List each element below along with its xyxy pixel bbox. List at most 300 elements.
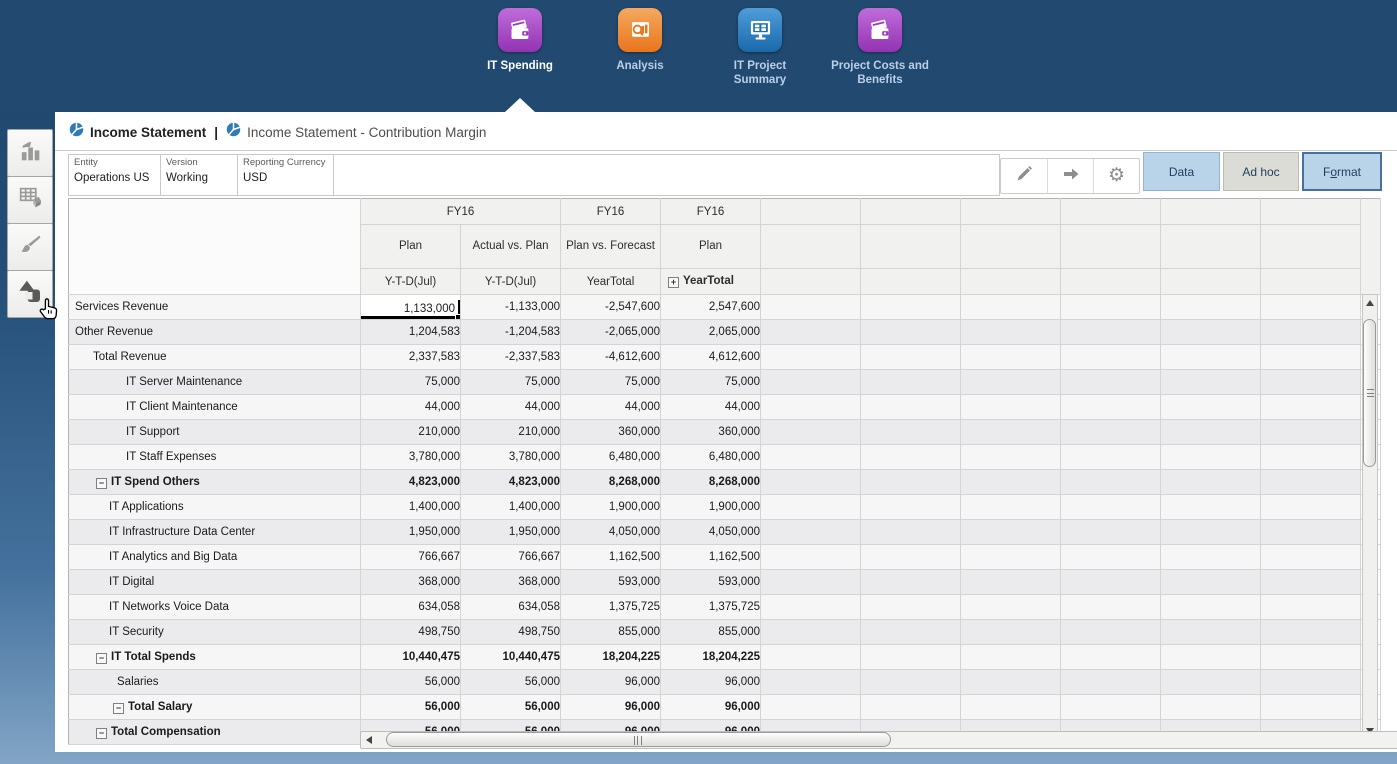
data-cell[interactable] — [461, 545, 561, 570]
row-header[interactable] — [69, 470, 361, 495]
table-row — [69, 670, 1381, 695]
data-cell[interactable] — [661, 495, 761, 520]
cell-value: 1,162,500 — [608, 551, 660, 563]
col-header-scenario[interactable]: Actual vs. Plan — [461, 225, 561, 269]
data-cell[interactable] — [461, 470, 561, 495]
collapse-icon[interactable]: − — [113, 703, 124, 714]
data-cell[interactable] — [561, 445, 661, 470]
row-header[interactable] — [69, 295, 361, 320]
data-cell[interactable] — [561, 495, 661, 520]
data-cell-empty[interactable] — [1161, 470, 1261, 495]
cell-value: 75,000 — [624, 376, 660, 388]
cell-value: 368,000 — [518, 576, 560, 588]
col-header-year[interactable]: FY16 — [361, 199, 561, 225]
pov-entity[interactable] — [69, 155, 161, 195]
cell-value: 8,268,000 — [708, 476, 760, 488]
data-cell-empty[interactable] — [961, 545, 1061, 570]
nav-tab-analysis[interactable] — [580, 8, 700, 88]
data-cell-empty[interactable] — [1261, 545, 1361, 570]
data-cell-empty[interactable] — [1061, 495, 1161, 520]
row-header[interactable] — [69, 670, 361, 695]
data-cell[interactable] — [561, 695, 661, 720]
data-cell-empty[interactable] — [961, 570, 1061, 595]
pov-label: Reporting Currency — [243, 157, 326, 168]
data-cell-empty[interactable] — [1161, 520, 1261, 545]
data-cell-empty[interactable] — [1261, 495, 1361, 520]
data-cell-empty[interactable] — [761, 470, 861, 495]
data-cell-empty[interactable] — [1161, 620, 1261, 645]
vertical-scroll-thumb[interactable] — [1363, 319, 1376, 467]
data-cell[interactable] — [561, 670, 661, 695]
data-cell[interactable] — [361, 320, 461, 345]
cell-value: 2,547,600 — [708, 301, 760, 313]
data-cell[interactable] — [361, 420, 461, 445]
data-cell-empty[interactable] — [1061, 620, 1161, 645]
sidebar-button-format-brush-tool[interactable] — [7, 223, 53, 271]
data-cell-empty[interactable] — [1161, 570, 1261, 595]
data-cell[interactable] — [661, 695, 761, 720]
data-cell[interactable] — [361, 695, 461, 720]
data-cell-empty[interactable] — [1261, 445, 1361, 470]
data-cell-empty[interactable] — [961, 595, 1061, 620]
data-cell[interactable] — [661, 295, 761, 320]
row-header[interactable] — [69, 520, 361, 545]
data-cell-empty[interactable] — [961, 320, 1061, 345]
data-cell[interactable] — [661, 395, 761, 420]
data-cell[interactable] — [661, 520, 761, 545]
data-cell-empty[interactable] — [761, 495, 861, 520]
row-header[interactable] — [69, 570, 361, 595]
data-cell-empty[interactable] — [1161, 545, 1261, 570]
table-row — [69, 345, 1381, 370]
data-cell-empty[interactable] — [761, 395, 861, 420]
col-header-scenario[interactable]: Plan — [661, 225, 761, 269]
data-cell-empty[interactable] — [761, 595, 861, 620]
data-cell-empty[interactable] — [1161, 370, 1261, 395]
nav-tab-project-costs-and-benefits[interactable] — [820, 8, 940, 88]
data-cell-empty[interactable] — [861, 545, 961, 570]
cell-value: 6,480,000 — [708, 451, 760, 463]
sidebar-button-chart-tool[interactable] — [7, 129, 53, 177]
cell-value: -1,133,000 — [505, 301, 560, 313]
data-cell[interactable] — [361, 470, 461, 495]
row-label: Total Revenue — [93, 351, 167, 363]
data-cell-empty[interactable] — [961, 395, 1061, 420]
row-header[interactable] — [69, 695, 361, 720]
nav-tabs — [460, 8, 940, 88]
ad-hoc-button[interactable]: Ad hoc — [1223, 152, 1299, 191]
data-cell-empty[interactable] — [1161, 595, 1261, 620]
data-cell-empty[interactable] — [1061, 645, 1161, 670]
wallet-icon[interactable] — [858, 8, 902, 52]
data-cell[interactable] — [461, 495, 561, 520]
data-cell-empty[interactable] — [1161, 395, 1261, 420]
data-cell-empty[interactable] — [1261, 345, 1361, 370]
data-cell[interactable] — [361, 445, 461, 470]
nav-tab-label: IT Project Summary — [733, 60, 787, 87]
row-label: IT Digital — [109, 576, 155, 588]
col-header-empty — [861, 225, 961, 269]
col-header-period[interactable]: Y-T-D(Jul) — [461, 269, 561, 295]
row-header[interactable] — [69, 320, 361, 345]
data-cell-empty[interactable] — [761, 520, 861, 545]
data-cell[interactable] — [561, 420, 661, 445]
data-cell[interactable] — [461, 620, 561, 645]
data-cell[interactable] — [361, 495, 461, 520]
row-header[interactable] — [69, 495, 361, 520]
data-cell[interactable] — [461, 420, 561, 445]
data-cell-empty[interactable] — [1261, 620, 1361, 645]
row-header[interactable] — [69, 720, 361, 745]
data-cell[interactable] — [461, 645, 561, 670]
scroll-up-button[interactable] — [1363, 295, 1377, 311]
data-cell-empty[interactable] — [761, 345, 861, 370]
cell-value: 56,000 — [424, 701, 460, 713]
cell-value: 10,440,475 — [402, 651, 460, 663]
col-header-empty — [1061, 225, 1161, 269]
data-cell[interactable] — [661, 595, 761, 620]
data-cell-empty[interactable] — [1061, 395, 1161, 420]
data-cell[interactable] — [461, 595, 561, 620]
data-cell-empty[interactable] — [1261, 370, 1361, 395]
data-cell[interactable] — [461, 670, 561, 695]
data-cell[interactable] — [661, 545, 761, 570]
col-header-empty — [1061, 199, 1161, 225]
arrow-right-icon — [1061, 164, 1081, 189]
col-header-period[interactable]: YearTotal — [561, 269, 661, 295]
data-cell[interactable] — [561, 470, 661, 495]
data-cell-empty[interactable] — [861, 370, 961, 395]
data-cell-empty[interactable] — [1161, 495, 1261, 520]
data-cell-empty[interactable] — [1261, 295, 1361, 320]
sidebar-button-shapes-tool[interactable] — [7, 270, 53, 318]
data-cell-empty[interactable] — [1161, 695, 1261, 720]
title-divider — [55, 150, 1397, 151]
go-button[interactable] — [1047, 159, 1093, 193]
data-cell[interactable] — [361, 645, 461, 670]
data-cell-empty[interactable] — [961, 645, 1061, 670]
data-cell-empty[interactable] — [1161, 295, 1261, 320]
pov-reporting-currency[interactable] — [238, 155, 334, 195]
up-arrow-icon — [1366, 300, 1374, 306]
data-cell-empty[interactable] — [861, 320, 961, 345]
data-cell-empty[interactable] — [1261, 320, 1361, 345]
col-header-period[interactable]: + YearTotal — [661, 269, 761, 295]
cell-value: 210,000 — [418, 426, 460, 438]
table-row — [69, 395, 1381, 420]
data-cell-empty[interactable] — [761, 670, 861, 695]
data-cell[interactable] — [361, 395, 461, 420]
cell-value: 1,162,500 — [708, 551, 760, 563]
row-header[interactable] — [69, 370, 361, 395]
row-header[interactable] — [69, 620, 361, 645]
data-cell-empty[interactable] — [1261, 420, 1361, 445]
data-cell[interactable] — [661, 670, 761, 695]
table-row — [69, 620, 1381, 645]
collapse-icon[interactable]: − — [96, 653, 107, 664]
sidebar-button-grid-cube-tool[interactable] — [7, 176, 53, 224]
col-header-empty — [761, 225, 861, 269]
data-cell-empty[interactable] — [861, 645, 961, 670]
cell-value: 4,612,600 — [708, 351, 760, 363]
data-cell-empty[interactable] — [1161, 345, 1261, 370]
data-cell-empty[interactable] — [761, 545, 861, 570]
cell-value: 360,000 — [618, 426, 660, 438]
data-cell[interactable] — [361, 595, 461, 620]
data-cell-empty[interactable] — [861, 520, 961, 545]
data-cell-empty[interactable] — [861, 620, 961, 645]
cell-value: 766,667 — [418, 551, 460, 563]
data-cell-empty[interactable] — [1061, 595, 1161, 620]
data-cell-empty[interactable] — [961, 670, 1061, 695]
cell-value: 44,000 — [524, 401, 560, 413]
data-cell-empty[interactable] — [1061, 320, 1161, 345]
row-header[interactable] — [69, 595, 361, 620]
data-cell[interactable] — [561, 570, 661, 595]
data-cell[interactable] — [561, 345, 661, 370]
pov-version[interactable] — [161, 155, 238, 195]
row-header[interactable] — [69, 345, 361, 370]
data-cell-empty[interactable] — [861, 395, 961, 420]
data-button[interactable]: Data — [1143, 152, 1220, 191]
data-cell[interactable] — [461, 570, 561, 595]
data-cell-empty[interactable] — [861, 695, 961, 720]
data-cell-empty[interactable] — [1061, 445, 1161, 470]
cell-value: 498,750 — [418, 626, 460, 638]
collapse-icon[interactable]: − — [96, 728, 107, 739]
data-cell-empty[interactable] — [861, 445, 961, 470]
data-cell-empty[interactable] — [961, 495, 1061, 520]
data-cell[interactable] — [661, 345, 761, 370]
data-cell-empty[interactable] — [961, 420, 1061, 445]
data-cell-empty[interactable] — [961, 345, 1061, 370]
data-cell-empty[interactable] — [1261, 645, 1361, 670]
data-cell-empty[interactable] — [1161, 645, 1261, 670]
data-cell-empty[interactable] — [861, 495, 961, 520]
table-row — [69, 520, 1381, 545]
data-cell[interactable] — [361, 345, 461, 370]
col-header-scenario[interactable]: Plan — [361, 225, 461, 269]
row-label: Total Compensation — [111, 725, 221, 738]
data-cell-empty[interactable] — [861, 670, 961, 695]
data-cell[interactable] — [361, 570, 461, 595]
data-cell[interactable] — [461, 395, 561, 420]
data-cell[interactable] — [661, 570, 761, 595]
cell-value: 1,204,583 — [408, 326, 460, 338]
data-cell[interactable] — [361, 620, 461, 645]
data-cell[interactable] — [561, 595, 661, 620]
table-row — [69, 420, 1381, 445]
data-cell[interactable] — [661, 620, 761, 645]
pov-label: Entity — [74, 157, 98, 168]
data-cell[interactable] — [561, 620, 661, 645]
scroll-left-button[interactable] — [361, 732, 377, 748]
data-cell[interactable] — [461, 320, 561, 345]
data-cell-empty[interactable] — [961, 445, 1061, 470]
data-cell[interactable] — [561, 645, 661, 670]
data-cell-empty[interactable] — [1061, 520, 1161, 545]
cell-value: 18,204,225 — [602, 651, 660, 663]
data-cell-empty[interactable] — [1061, 370, 1161, 395]
row-header[interactable] — [69, 420, 361, 445]
data-cell-empty[interactable] — [961, 295, 1061, 320]
table-row — [69, 295, 1381, 320]
data-cell-empty[interactable] — [961, 695, 1061, 720]
data-cell-empty[interactable] — [861, 345, 961, 370]
pov-bar — [68, 154, 1000, 196]
data-cell-empty[interactable] — [1061, 420, 1161, 445]
vertical-scrollbar[interactable] — [1362, 294, 1378, 740]
row-label: Total Salary — [128, 700, 193, 713]
data-cell-empty[interactable] — [1261, 570, 1361, 595]
data-cell[interactable] — [561, 520, 661, 545]
data-cell-empty[interactable] — [1261, 395, 1361, 420]
data-cell[interactable] — [361, 370, 461, 395]
data-cell-empty[interactable] — [1261, 470, 1361, 495]
data-cell[interactable] — [361, 520, 461, 545]
cell-value: 498,750 — [518, 626, 560, 638]
data-cell[interactable] — [561, 370, 661, 395]
bar-chart-icon — [16, 137, 44, 170]
data-cell-empty[interactable] — [1061, 295, 1161, 320]
data-cell-empty[interactable] — [861, 570, 961, 595]
data-cell[interactable] — [661, 470, 761, 495]
data-cell-empty[interactable] — [861, 295, 961, 320]
cell-value: 368,000 — [418, 576, 460, 588]
data-cell-empty[interactable] — [761, 370, 861, 395]
monitor-icon[interactable] — [738, 8, 782, 52]
settings-button[interactable] — [1093, 159, 1139, 193]
data-cell[interactable] — [461, 370, 561, 395]
horizontal-scrollbar[interactable] — [360, 731, 1397, 749]
data-cell-empty[interactable] — [761, 420, 861, 445]
data-cell-empty[interactable] — [861, 595, 961, 620]
data-cell-empty[interactable] — [961, 470, 1061, 495]
data-cell-empty[interactable] — [1061, 570, 1161, 595]
data-cell-empty[interactable] — [1161, 670, 1261, 695]
data-cell[interactable] — [661, 445, 761, 470]
pov-fields — [69, 155, 334, 195]
cell-value: -1,204,583 — [505, 326, 560, 338]
data-cell-empty[interactable] — [1261, 520, 1361, 545]
row-label: IT Spend Others — [111, 475, 200, 488]
data-cell-empty[interactable] — [761, 645, 861, 670]
data-cell[interactable] — [561, 395, 661, 420]
wallet-icon[interactable] — [498, 8, 542, 52]
cell-value: 1,900,000 — [708, 501, 760, 513]
data-cell[interactable] — [661, 370, 761, 395]
data-cell-empty[interactable] — [761, 445, 861, 470]
edit-button[interactable] — [1001, 159, 1047, 193]
data-cell-empty[interactable] — [761, 295, 861, 320]
data-cell-empty[interactable] — [761, 320, 861, 345]
cell-value: 593,000 — [618, 576, 660, 588]
data-cell-empty[interactable] — [1161, 420, 1261, 445]
col-header-empty — [1261, 199, 1361, 225]
data-cell-empty[interactable] — [1061, 345, 1161, 370]
data-cell[interactable] — [661, 645, 761, 670]
data-cell-empty[interactable] — [1061, 470, 1161, 495]
data-cell-empty[interactable] — [961, 370, 1061, 395]
data-cell-empty[interactable] — [1161, 320, 1261, 345]
nav-tab-it-project-summary[interactable] — [700, 8, 820, 88]
analysis-icon[interactable] — [618, 8, 662, 52]
data-cell[interactable] — [561, 295, 661, 320]
row-header[interactable] — [69, 395, 361, 420]
thumb-grip-icon — [634, 736, 642, 745]
data-cell[interactable] — [361, 545, 461, 570]
data-cell[interactable] — [361, 295, 461, 320]
row-header[interactable] — [69, 545, 361, 570]
data-cell[interactable] — [461, 520, 561, 545]
expand-icon[interactable]: + — [668, 277, 679, 288]
grid-cube-icon — [16, 184, 44, 217]
cell-value: 44,000 — [424, 401, 460, 413]
data-cell-empty[interactable] — [1261, 695, 1361, 720]
cell-value: 6,480,000 — [608, 451, 660, 463]
col-header-empty — [1261, 269, 1361, 295]
cell-value: 2,337,583 — [408, 351, 460, 363]
data-cell[interactable] — [461, 345, 561, 370]
data-cell-empty[interactable] — [861, 470, 961, 495]
data-cell-empty[interactable] — [761, 695, 861, 720]
row-label: Other Revenue — [75, 326, 153, 338]
cell-value: 766,667 — [518, 551, 560, 563]
row-label: IT Networks Voice Data — [109, 601, 229, 613]
selection-underline — [361, 316, 460, 319]
horizontal-scroll-thumb[interactable] — [386, 732, 891, 747]
col-header-year[interactable]: FY16 — [661, 199, 761, 225]
data-cell-empty[interactable] — [1261, 595, 1361, 620]
data-cell[interactable] — [561, 320, 661, 345]
col-header-period[interactable]: Y-T-D(Jul) — [361, 269, 461, 295]
data-cell-empty[interactable] — [961, 620, 1061, 645]
data-cell-empty[interactable] — [1061, 670, 1161, 695]
row-label: IT Security — [109, 626, 164, 638]
table-row — [69, 445, 1381, 470]
row-header[interactable] — [69, 645, 361, 670]
data-cell[interactable] — [661, 420, 761, 445]
cell-value: 8,268,000 — [608, 476, 660, 488]
selection-handle[interactable] — [455, 314, 461, 320]
data-cell-empty[interactable] — [1061, 545, 1161, 570]
data-cell[interactable] — [461, 295, 561, 320]
data-cell-empty[interactable] — [761, 620, 861, 645]
format-button[interactable]: F o rmat — [1302, 152, 1382, 191]
col-header-empty — [761, 199, 861, 225]
row-header[interactable] — [69, 445, 361, 470]
collapse-icon[interactable]: − — [96, 478, 107, 489]
data-cell-empty[interactable] — [1061, 695, 1161, 720]
data-cell[interactable] — [461, 445, 561, 470]
table-row — [69, 695, 1381, 720]
data-cell-empty[interactable] — [961, 520, 1061, 545]
data-cell-empty[interactable] — [1261, 670, 1361, 695]
col-header-empty — [1161, 225, 1261, 269]
data-cell[interactable] — [461, 695, 561, 720]
col-header-year[interactable]: FY16 — [561, 199, 661, 225]
data-cell[interactable] — [361, 670, 461, 695]
nav-tab-it-spending[interactable] — [460, 8, 580, 88]
cell-value: 96,000 — [624, 676, 660, 688]
col-header-scenario[interactable]: Plan vs. Forecast — [561, 225, 661, 269]
data-cell-empty[interactable] — [1161, 445, 1261, 470]
data-cell[interactable] — [561, 545, 661, 570]
data-cell[interactable] — [661, 320, 761, 345]
data-cell-empty[interactable] — [761, 570, 861, 595]
left-toolbar — [7, 130, 53, 318]
data-cell-empty[interactable] — [861, 420, 961, 445]
